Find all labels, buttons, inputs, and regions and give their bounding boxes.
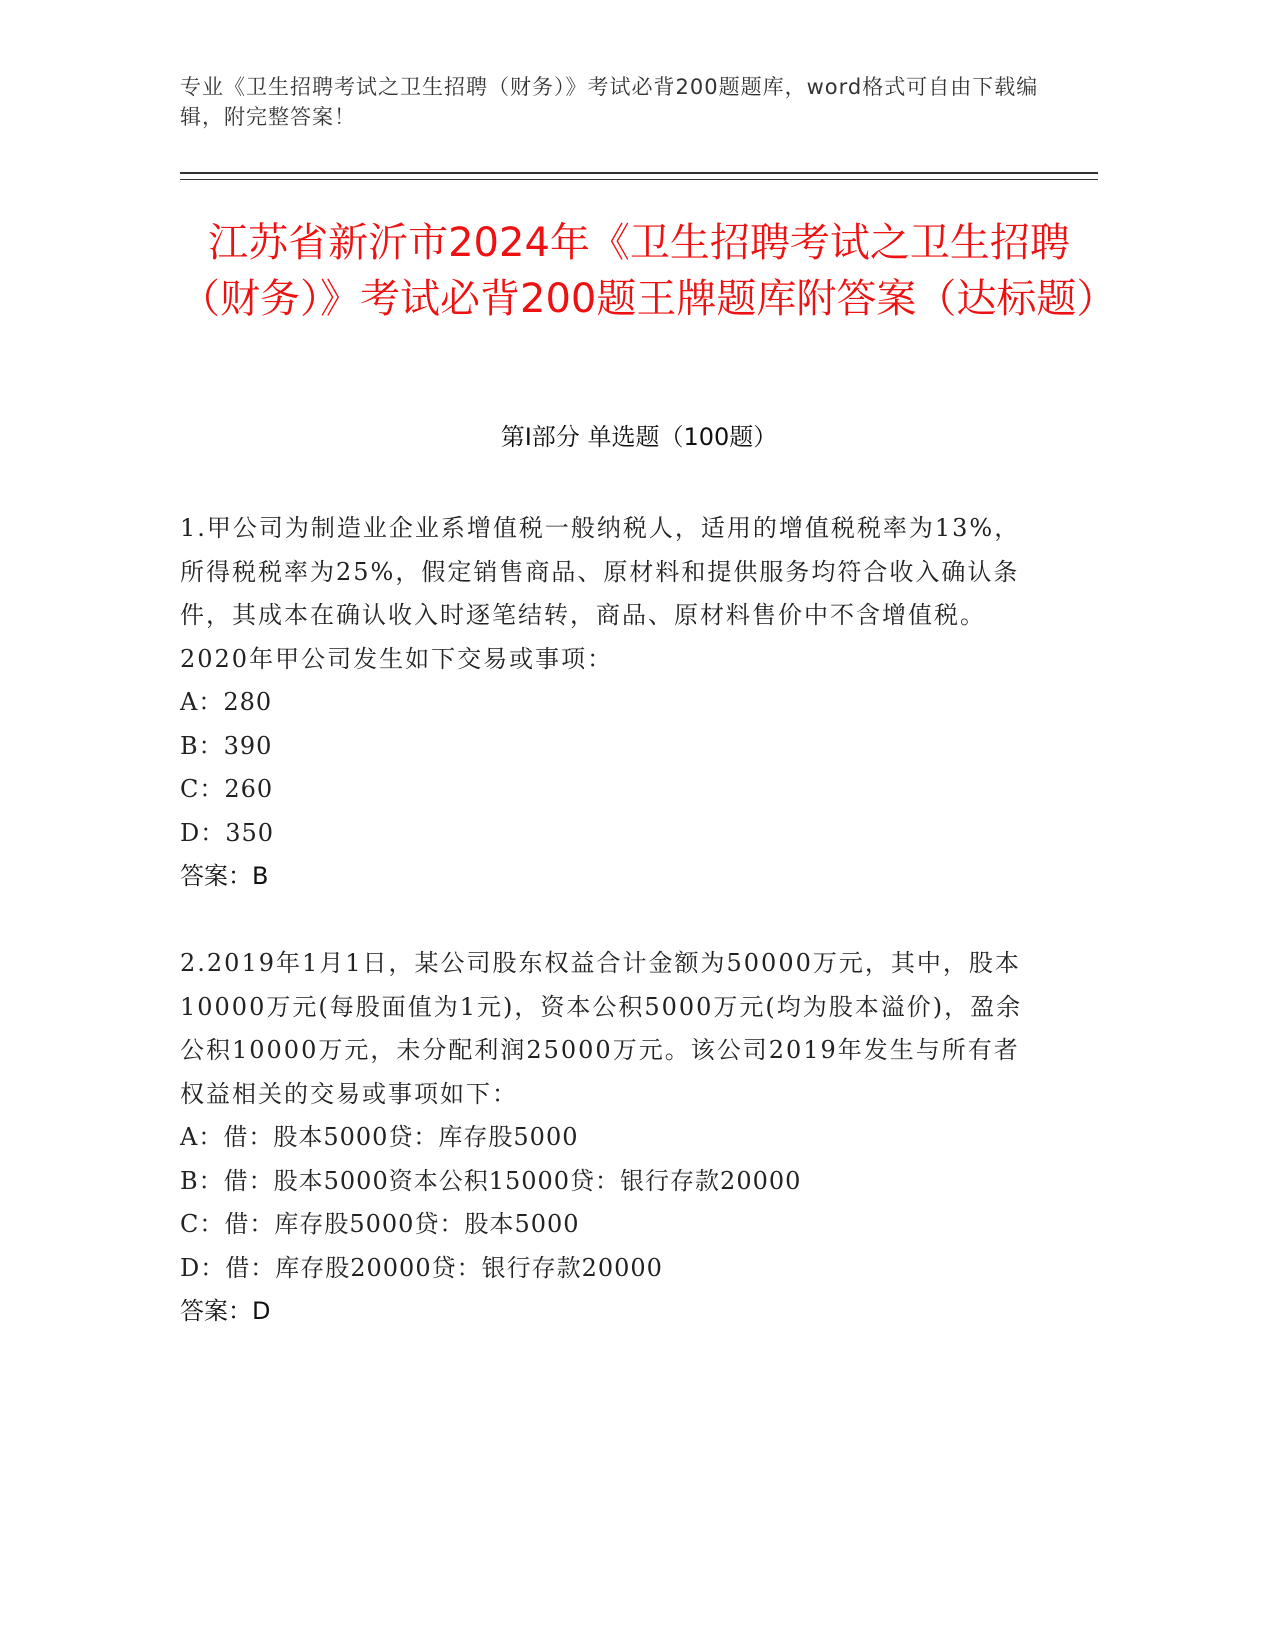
option-d: D：借：库存股20000贷：银行存款20000 xyxy=(180,1253,663,1282)
question-stem: 1.甲公司为制造业企业系增值税一般纳税人，适用的增值税税率为13%，所得税税率为25%，假定销售商品、原材料和提供服务均符合收入确认条件，其成本在确认收入时逐笔结转，商品、原材料售价中不含增值税。2020年甲公司发生如下交易或事项： xyxy=(180,514,1021,673)
option-c: C：借：库存股5000贷：股本5000 xyxy=(180,1210,580,1238)
option-d: D：350 xyxy=(180,818,275,847)
option-a: A：280 xyxy=(180,688,273,716)
question-1 xyxy=(180,507,1040,899)
header-divider-thin xyxy=(180,179,1098,180)
document-title: 江苏省新沂市2024年《卫生招聘考试之卫生招聘（财务）》考试必背200题王牌题库附答案（达标题） xyxy=(180,220,1117,322)
option-b: B：借：股本5000资本公积15000贷：银行存款20000 xyxy=(180,1166,802,1195)
option-a: A：借：股本5000贷：库存股5000 xyxy=(180,1123,579,1151)
header-note: 专业《卫生招聘考试之卫生招聘（财务）》考试必背200题题库，word格式可自由下载编辑，附完整答案！ xyxy=(180,75,1039,129)
answer: 答案：D xyxy=(180,1297,271,1325)
option-c: C：260 xyxy=(180,775,274,803)
header-divider-thick xyxy=(180,172,1098,174)
answer: 答案：B xyxy=(180,862,269,890)
question-2 xyxy=(180,942,1040,1334)
option-b: B：390 xyxy=(180,731,273,760)
question-stem: 2.2019年1月1日，某公司股东权益合计金额为50000万元，其中，股本10000万元(每股面值为1元)，资本公积5000万元(均为股本溢价)，盈余公积10000万元，未分配利润25000万元。该公司2019年发生与所有者权益相关的交易或事项如下： xyxy=(180,949,1023,1108)
section-title: 第I部分 单选题（100题） xyxy=(500,423,778,451)
